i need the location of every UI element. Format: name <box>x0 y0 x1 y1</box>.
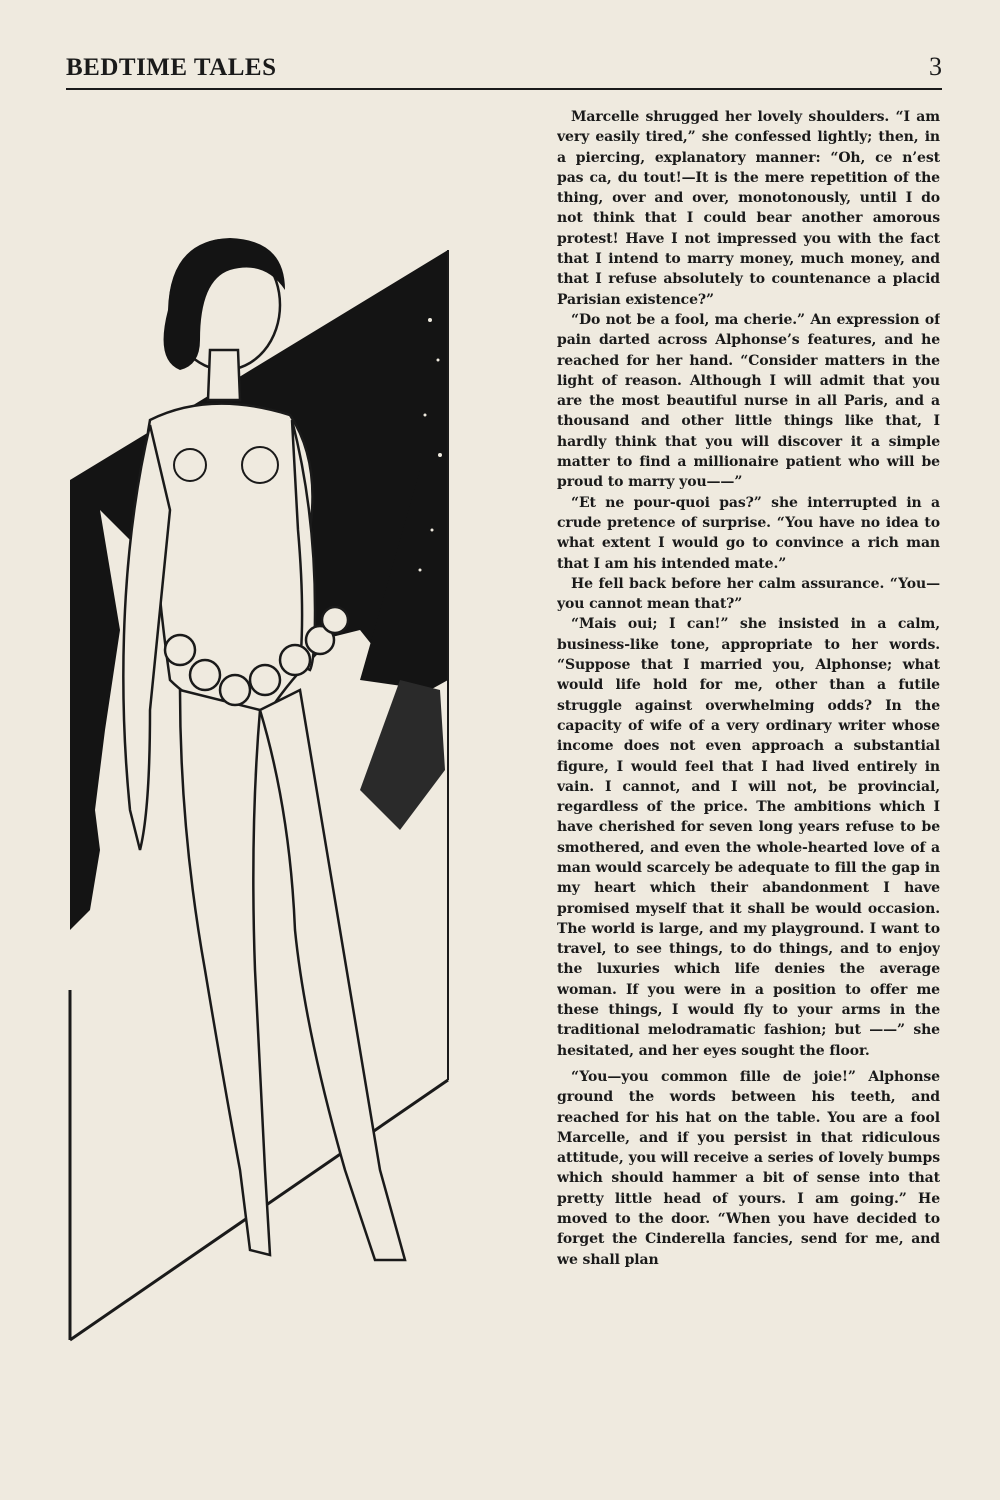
woman-figure-illustration-icon <box>60 210 460 1350</box>
paragraph: “Do not be a fool, ma cherie.” An expression of pain darted across Alphonse’s features, and he reached for her hand. “Consider matters in the light of reason. Although I will admit that you are the most beautiful nurse in all Paris, and a thousand and other little things like that, I hardly think that you will discover it a simple matter to find a millionaire patient who will be proud to marry you——” <box>557 311 940 491</box>
page-header <box>66 52 942 90</box>
paragraph: Marcelle shrugged her lovely shoulders. “I am very easily tired,” she confessed lightly; then, in a piercing, explanatory manner: “Oh, ce n’est pas ca, du tout!—It is the mere repetition of the thing, over and over, monotonously, until I do not think that I could bear another amorous protest! Have I not impressed you with the fact that I intend to marry money, much money, and that I refuse absolutely to countenance a placid Parisian existence?” <box>557 109 940 308</box>
magazine-title: BEDTIME TALES <box>66 54 277 81</box>
paragraph: “Et ne pour-quoi pas?” she interrupted in a crude pretence of surprise. “You have no idea to what extent I would go to convince a rich man that I am his intended mate.” <box>557 494 940 572</box>
paragraph: “Mais oui; I can!” she insisted in a calm, business-like tone, appropriate to her words. “Suppose that I married you, Alphonse; what would life hold for me, other than a futile struggle against overwhelming odds? In the capacity of wife of a very ordinary writer whose income does not even approach a substantial figure, I would feel that I had lived entirely in vain. I cannot, and I will not, be provincial, regardless of the price. The ambitions which I have cherished for seven long years refuse to be smothered, and even the whole-hearted love of a man would scarcely be adequate to fill the gap in my heart which their abandonment I have promised myself that it shall be would occasion. The world is large, and my playground. I want to travel, to see things, to do things, and to enjoy the luxuries which life denies the average woman. If you were in a position to offer me these things, I would fly to your arms in the traditional melodramatic fashion; but ——” she hesitated, and her eyes sought the floor. <box>557 616 940 1059</box>
page-number: 3 <box>929 52 942 81</box>
paragraph: “You—you common fille de joie!” Alphonse ground the words between his teeth, and reached for his hat on the table. You are a fool Marcelle, and if you persist in that ridiculous attitude, you will receive a series of lovely bumps which should hammer a bit of sense into that pretty little head of yours. I am going.” He moved to the door. “When you have decided to forget the Cinderella fancies, send for me, and we shall plan <box>557 1068 940 1268</box>
story-text-column <box>557 107 940 1467</box>
paragraph: He fell back before her calm assurance. “You—you cannot mean that?” <box>557 575 940 613</box>
